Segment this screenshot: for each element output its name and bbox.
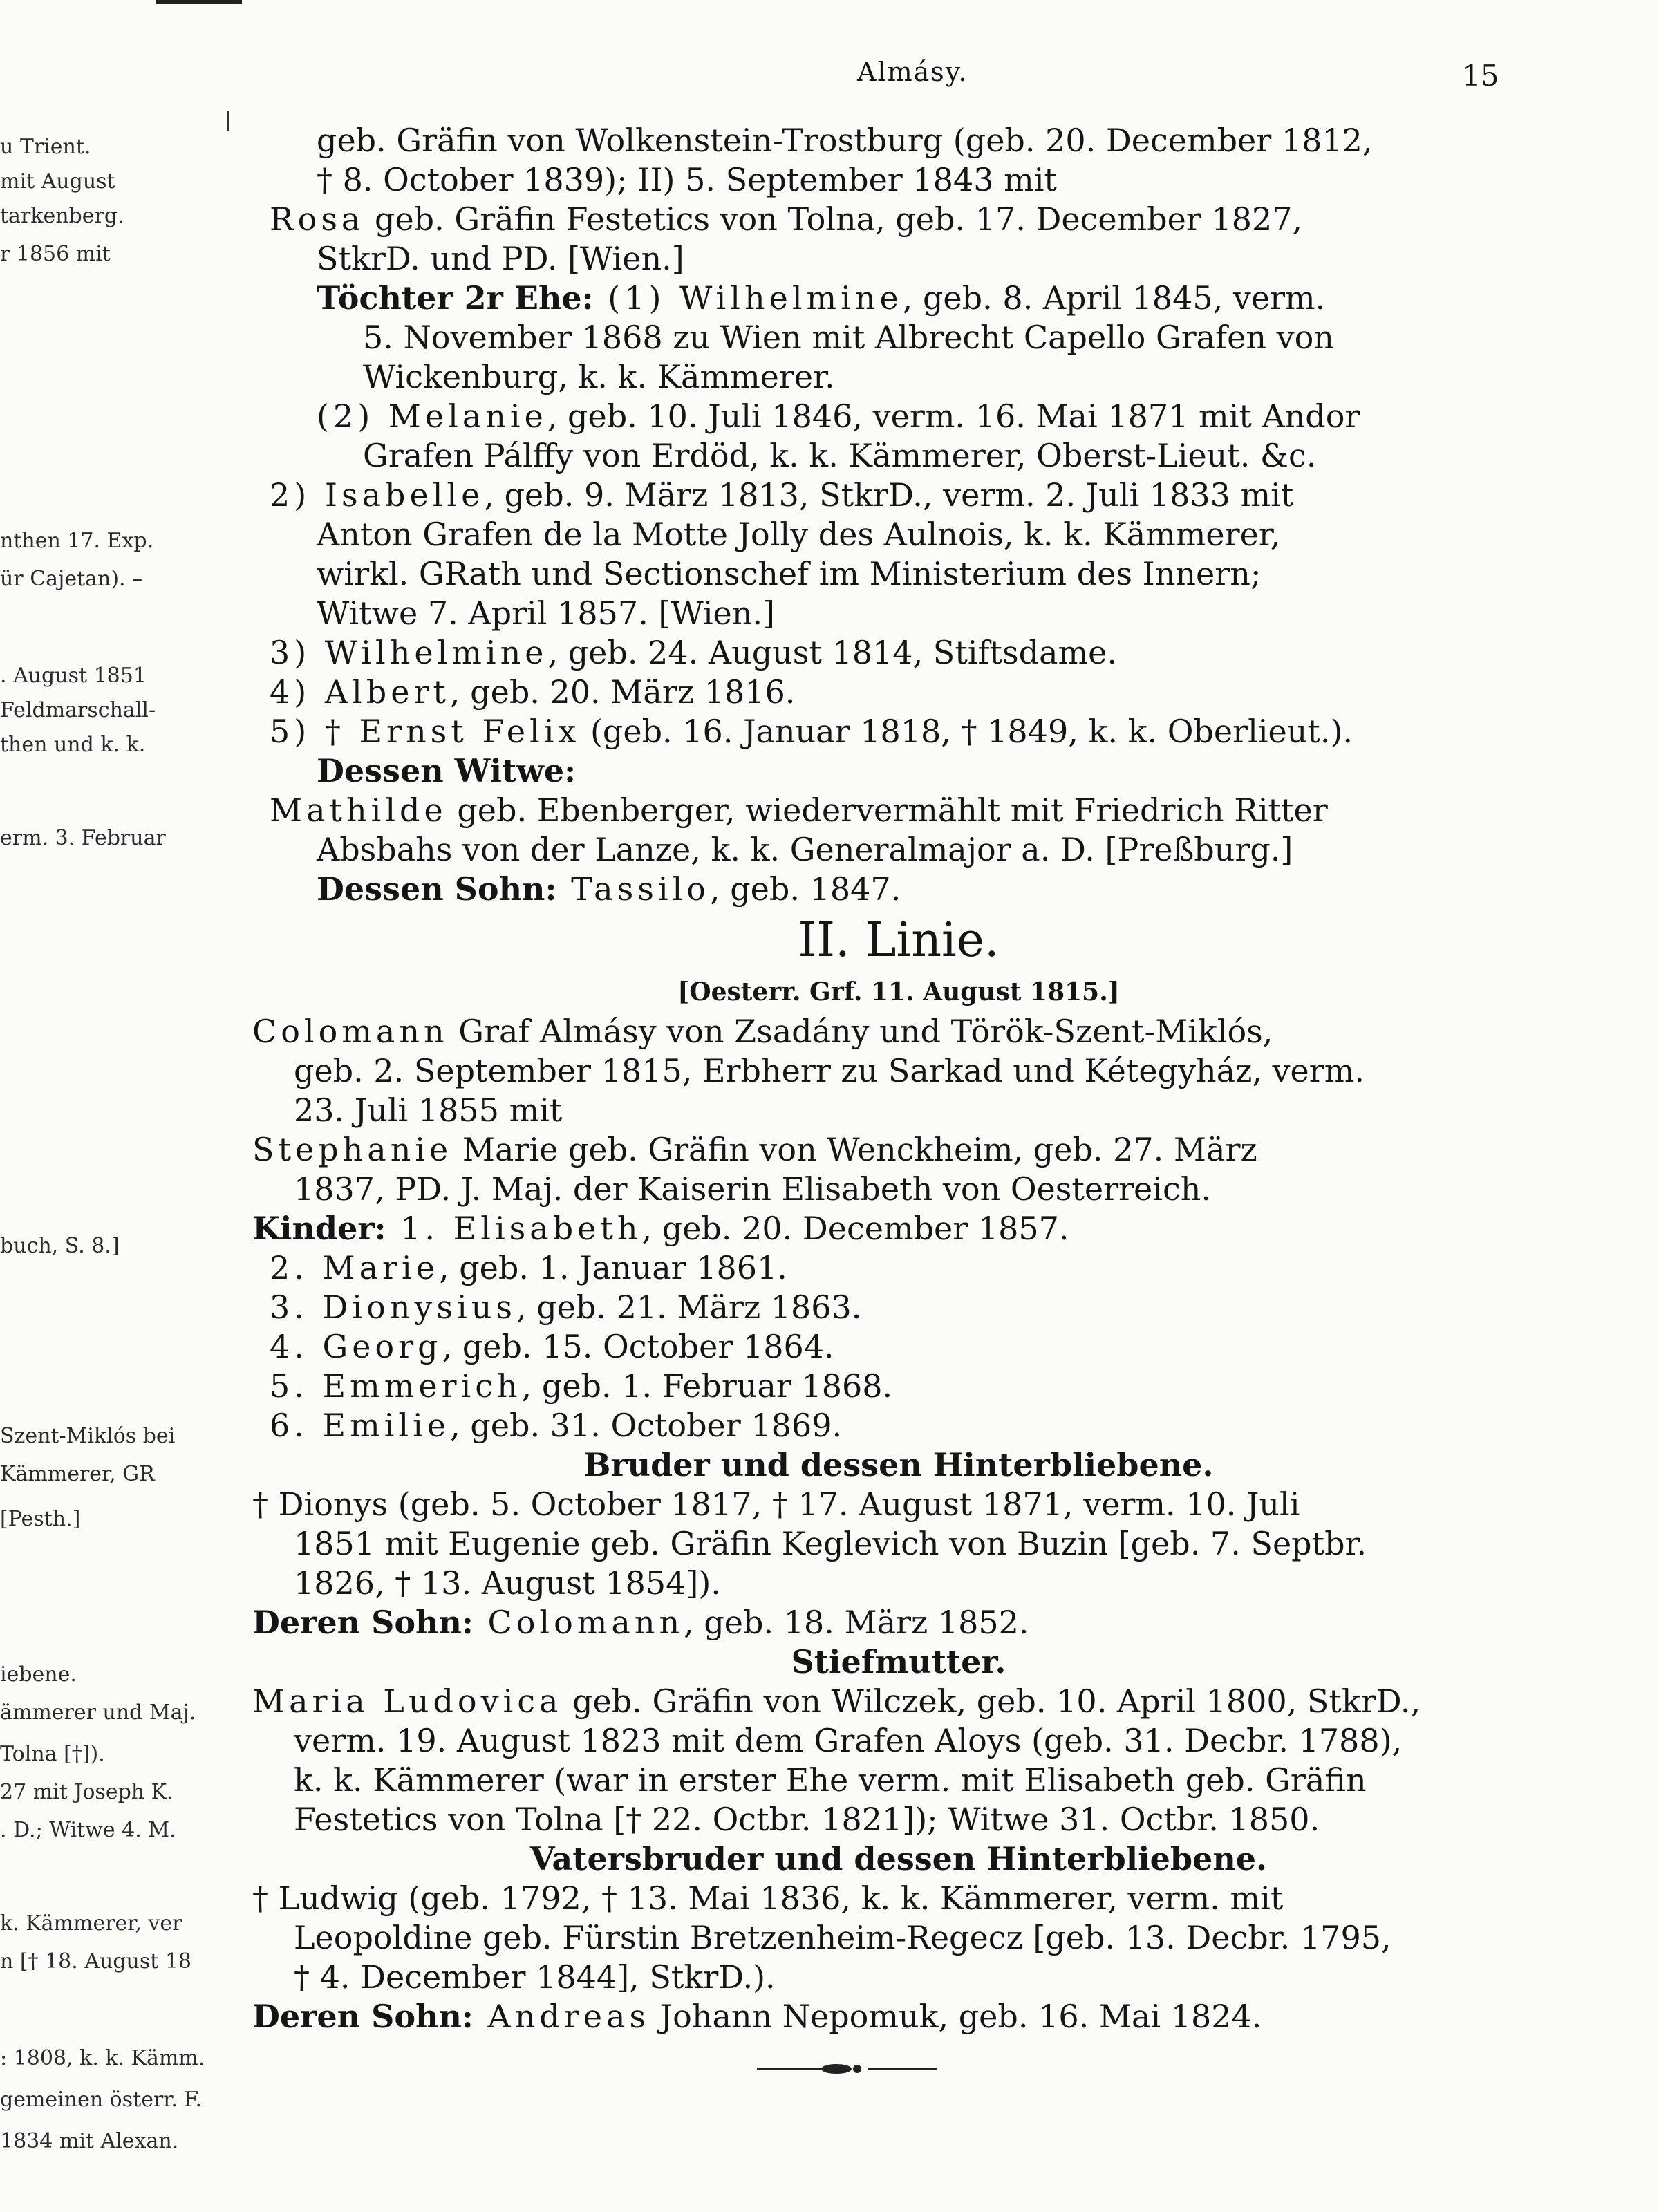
fragment-line: iebene. <box>0 1662 77 1687</box>
text-line <box>294 1051 1528 1091</box>
text-line <box>294 1761 1528 1800</box>
person-name: Maria Ludovica <box>252 1683 563 1720</box>
page-body <box>252 121 1528 2036</box>
line-text: , geb. 20. December 1857. <box>641 1210 1069 1247</box>
fragment-line: [Pesth.] <box>0 1507 81 1531</box>
line-text: Leopoldine geb. Fürstin Bretzenheim-Regecz [geb. 13. Decbr. 1795, <box>294 1919 1391 1956</box>
person-name: 2. Marie <box>270 1249 439 1286</box>
text-line <box>317 515 1528 554</box>
person-name: 2) Isabelle <box>270 476 485 514</box>
text-line <box>294 1524 1528 1564</box>
fragment-line: 1834 mit Alexan. <box>0 2129 179 2153</box>
fragment-line: : 1808, k. k. Kämm. <box>0 2046 205 2070</box>
text-line <box>252 1682 1528 1721</box>
text-line <box>317 397 1528 436</box>
line-text: , geb. 1. Januar 1861. <box>438 1249 787 1286</box>
fragment-line: r 1856 mit <box>0 242 111 266</box>
line-text: , geb. 21. März 1863. <box>516 1288 862 1326</box>
section-subheading: [Oesterr. Grf. 11. August 1815.] <box>677 977 1120 1006</box>
line-text: geb. Gräfin von Wolkenstein-Trostburg (geb. 20. December 1812, <box>317 122 1373 159</box>
line-text: , geb. 10. Juli 1846, verm. 16. Mai 1871 mit Andor <box>547 397 1360 435</box>
text-line <box>270 633 1528 673</box>
person-name: Mathilde <box>270 791 447 829</box>
fragment-line: erm. 3. Februar <box>0 826 166 850</box>
running-header: Almásy. <box>857 57 968 87</box>
fragment-line: 27 mit Joseph K. <box>0 1780 174 1804</box>
line-text: 23. Juli 1855 mit <box>294 1091 563 1129</box>
text-line <box>317 870 1528 909</box>
entry-label: Deren Sohn: <box>252 1998 474 2035</box>
person-name: 5. Emmerich <box>270 1367 522 1405</box>
line-text: Marie geb. Gräfin von Wenckheim, geb. 27. März <box>452 1131 1257 1168</box>
end-ornament <box>757 2062 937 2076</box>
text-line <box>317 160 1528 200</box>
line-text: 1837, PD. J. Maj. der Kaiserin Elisabeth von Oesterreich. <box>294 1170 1211 1208</box>
line-text: Grafen Pálffy von Erdöd, k. k. Kämmerer, Oberst-Lieut. &c. <box>363 437 1317 474</box>
person-name: Stephanie <box>252 1131 453 1168</box>
line-text: Johann Nepomuk, geb. 16. Mai 1824. <box>650 1998 1262 2035</box>
person-name: 4) Albert <box>270 673 450 711</box>
text-line <box>252 1603 1528 1642</box>
line-text: , geb. 24. August 1814, Stiftsdame. <box>547 634 1117 671</box>
line-text: k. k. Kämmerer (war in erster Ehe verm. mit Elisabeth geb. Gräfin <box>294 1761 1367 1799</box>
entry-label: Dessen Witwe: <box>317 752 577 789</box>
person-name: 3) Wilhelmine <box>270 634 548 671</box>
text-line <box>252 1012 1528 1051</box>
text-line <box>317 830 1528 870</box>
text-line <box>294 1564 1528 1603</box>
text-line <box>317 239 1528 279</box>
person-name: Colomann <box>252 1013 449 1050</box>
person-name: Andreas <box>473 1998 650 2035</box>
text-line <box>270 791 1528 830</box>
fragment-line: . D.; Witwe 4. M. <box>0 1818 176 1842</box>
line-text: 1826, † 13. August 1854]). <box>294 1564 721 1602</box>
text-line <box>317 279 1528 318</box>
fragment-line: gemeinen österr. F. <box>0 2088 203 2112</box>
line-text: 5. November 1868 zu Wien mit Albrecht Capello Grafen von <box>363 319 1334 356</box>
person-name: (1) Wilhelmine <box>593 279 903 317</box>
line-text: , geb. 1847. <box>709 870 901 908</box>
line-text: (geb. 16. Januar 1818, † 1849, k. k. Oberlieut.). <box>580 713 1353 750</box>
fragment-line: buch, S. 8.] <box>0 1234 120 1258</box>
line-text: wirkl. GRath und Sectionschef im Ministerium des Innern; <box>317 555 1262 592</box>
subsection-title: Vatersbruder und dessen Hinterbliebene. <box>529 1840 1268 1877</box>
line-text: † Ludwig (geb. 1792, † 13. Mai 1836, k. k. Kämmerer, verm. mit <box>252 1880 1284 1917</box>
fragment-line: u Trient. <box>0 135 91 159</box>
line-text: Festetics von Tolna [† 22. Octbr. 1821]); Witwe 31. Octbr. 1850. <box>294 1801 1320 1838</box>
line-text: † 4. December 1844], StkrD.). <box>294 1958 776 1996</box>
text-line <box>252 1485 1528 1524</box>
line-text: † 8. October 1839); II) 5. September 1843 mit <box>317 161 1057 198</box>
fragment-line: Kämmerer, GR <box>0 1462 155 1486</box>
person-name: 6. Emilie <box>270 1407 451 1444</box>
person-name: Tassilo <box>556 870 710 908</box>
line-text: StkrD. und PD. [Wien.] <box>317 240 684 277</box>
person-name: 3. Dionysius <box>270 1288 516 1326</box>
margin-mark <box>227 111 229 131</box>
fragment-line: Tolna [†]). <box>0 1742 105 1766</box>
line-text: , geb. 18. März 1852. <box>684 1604 1029 1641</box>
person-name: Colomann <box>473 1604 684 1641</box>
fragment-line: . August 1851 <box>0 664 147 688</box>
text-line <box>270 673 1528 712</box>
person-name: 1. Elisabeth <box>386 1210 642 1247</box>
fragment-line: then und k. k. <box>0 733 146 757</box>
text-line <box>317 751 1528 791</box>
line-text: Graf Almásy von Zsadány und Török-Szent-Miklós, <box>448 1013 1273 1050</box>
line-text: , geb. 20. März 1816. <box>449 673 796 711</box>
text-line <box>294 1091 1528 1130</box>
line-text: Absbahs von der Lanze, k. k. Generalmajor a. D. [Preßburg.] <box>317 831 1293 868</box>
text-line <box>270 712 1528 751</box>
fragment-line: k. Kämmerer, ver <box>0 1911 182 1936</box>
person-name: 4. Georg <box>270 1328 442 1365</box>
top-rule <box>156 0 242 4</box>
line-text: Anton Grafen de la Motte Jolly des Aulnois, k. k. Kämmerer, <box>317 516 1281 553</box>
fragment-line: Feldmarschall- <box>0 698 156 722</box>
text-line <box>294 1918 1528 1958</box>
text-line <box>294 1800 1528 1839</box>
fragment-line: ämmerer und Maj. <box>0 1700 196 1725</box>
text-line <box>270 1248 1528 1288</box>
text-line <box>294 1721 1528 1761</box>
entry-label: Deren Sohn: <box>252 1604 474 1641</box>
text-line <box>270 1406 1528 1445</box>
text-line <box>270 1288 1528 1327</box>
line-text: geb. Gräfin Festetics von Tolna, geb. 17. December 1827, <box>364 200 1303 238</box>
text-line <box>252 1130 1528 1170</box>
entry-label: Töchter 2r Ehe: <box>317 279 594 317</box>
fragment-line: mit August <box>0 169 115 194</box>
fragment-line: ür Cajetan). – <box>0 567 143 591</box>
text-line <box>294 1170 1528 1209</box>
person-name: Rosa <box>270 200 365 238</box>
subsection-title: Bruder und dessen Hinterbliebene. <box>583 1446 1214 1483</box>
text-line <box>270 200 1528 239</box>
text-line <box>252 1879 1528 1918</box>
page-number: 15 <box>1462 59 1499 93</box>
text-line <box>252 1209 1528 1248</box>
line-text: , geb. 15. October 1864. <box>442 1328 834 1365</box>
fragment-line: nthen 17. Exp. <box>0 529 154 553</box>
line-text: Witwe 7. April 1857. [Wien.] <box>317 594 775 632</box>
entry-label: Dessen Sohn: <box>317 870 557 908</box>
subsection-title: Stiefmutter. <box>791 1643 1006 1680</box>
text-line <box>252 1997 1528 2036</box>
line-text: geb. 2. September 1815, Erbherr zu Sarkad und Kétegyház, verm. <box>294 1052 1365 1089</box>
line-text: Wickenburg, k. k. Kämmerer. <box>363 358 835 395</box>
line-text: verm. 19. August 1823 mit dem Grafen Aloys (geb. 31. Decbr. 1788), <box>294 1722 1403 1759</box>
fragment-line: n [† 18. August 18 <box>0 1949 192 1974</box>
text-line <box>294 1958 1528 1997</box>
text-line <box>317 594 1528 633</box>
text-line <box>270 1327 1528 1367</box>
fragment-line: Szent-Miklós bei <box>0 1424 176 1448</box>
person-name: 5) † Ernst Felix <box>270 713 581 750</box>
entry-label: Kinder: <box>252 1210 386 1247</box>
line-text: , geb. 1. Februar 1868. <box>521 1367 893 1405</box>
fragment-line: tarkenberg. <box>0 204 124 228</box>
line-text: † Dionys (geb. 5. October 1817, † 17. August 1871, verm. 10. Juli <box>252 1485 1300 1523</box>
line-text: 1851 mit Eugenie geb. Gräfin Keglevich von Buzin [geb. 7. Septbr. <box>294 1525 1367 1562</box>
text-line <box>270 1367 1528 1406</box>
line-text: , geb. 31. October 1869. <box>450 1407 843 1444</box>
text-line <box>270 476 1528 515</box>
text-line <box>317 554 1528 594</box>
line-text: geb. Ebenberger, wiedervermählt mit Friedrich Ritter <box>447 791 1328 829</box>
section-heading: II. Linie. <box>798 913 1000 968</box>
text-line <box>363 318 1528 357</box>
text-line <box>363 357 1528 397</box>
line-text: geb. Gräfin von Wilczek, geb. 10. April 1800, StkrD., <box>562 1683 1421 1720</box>
person-name: (2) Melanie <box>317 397 547 435</box>
line-text: , geb. 9. März 1813, StkrD., verm. 2. Juli 1833 mit <box>484 476 1294 514</box>
line-text: , geb. 8. April 1845, verm. <box>902 279 1326 317</box>
text-line <box>317 121 1528 160</box>
text-line <box>363 436 1528 476</box>
